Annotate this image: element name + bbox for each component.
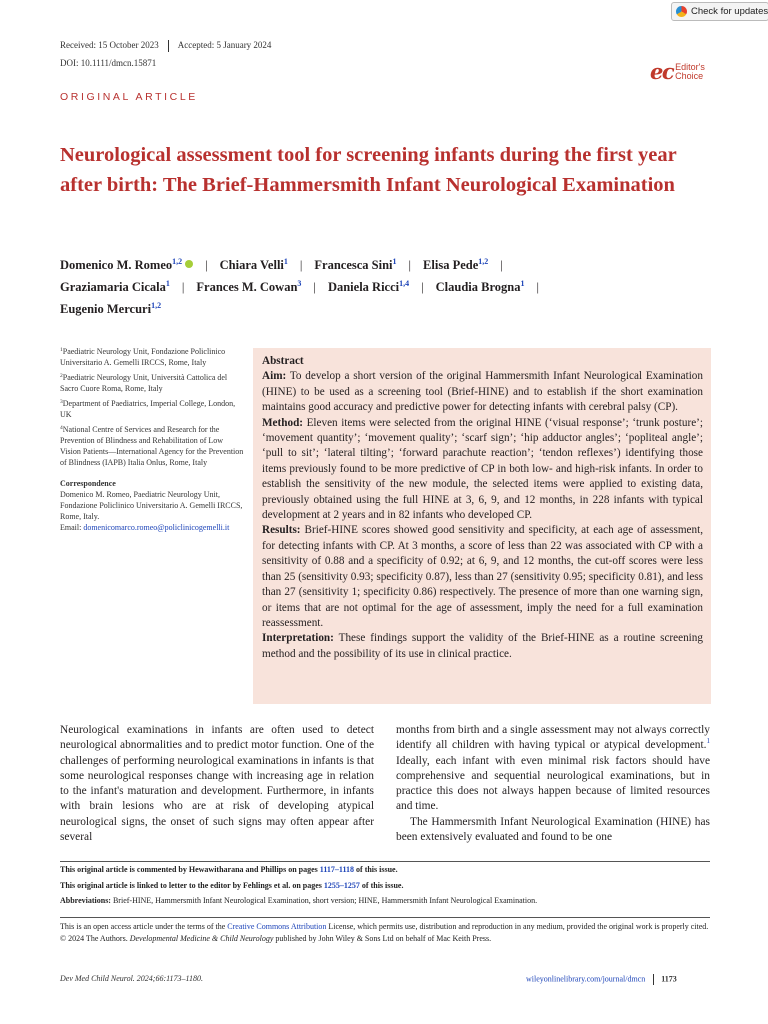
reference-link[interactable]: 1 xyxy=(706,737,710,746)
body-column-right xyxy=(396,723,710,845)
crossmark-icon xyxy=(676,6,687,17)
editors-choice-logo xyxy=(650,59,705,84)
body-column-left xyxy=(60,723,374,845)
abstract-aim: Aim: To develop a short version of the original Hammersmith Infant Neurological Examination (HINE) to be used as a screening tool (Brief-HINE) and to establish if the short examination maintains good accuracy and predictive power for detecting infants with cerebral palsy (CP). xyxy=(262,370,703,414)
license-link[interactable]: Creative Commons Attribution xyxy=(227,922,327,931)
journal-url-link[interactable]: wileyonlinelibrary.com/journal/dmcn xyxy=(526,974,646,984)
email-link[interactable]: domenicomarco.romeo@policlinicogemelli.it xyxy=(83,523,230,532)
author[interactable]: Domenico M. Romeo$^{1,2}$ xyxy=(60,257,183,272)
divider xyxy=(653,974,654,985)
author[interactable]: Frances M. Cowan$^3$ xyxy=(196,279,302,294)
comment-note: This original article is commented by Hewawitharana and Phillips on pages 1117–1118 of this issue. xyxy=(60,865,398,874)
check-for-updates-label: Check for updates xyxy=(691,6,768,17)
author[interactable]: Daniela Ricci$^{1,4}$ xyxy=(327,279,410,294)
letter-note: This original article is linked to letter to the editor by Fehlings et al. on pages 1255–1257 of this issue. xyxy=(60,881,404,890)
author[interactable]: Eugenio Mercuri$^{1,2}$ xyxy=(60,301,162,316)
abstract-interpretation: Interpretation: These findings support the validity of the Brief-HINE as a routine screening method and the possibility of its use in clinical practice. xyxy=(262,632,703,660)
citation: Dev Med Child Neurol. 2024;66:1173–1180. xyxy=(60,974,203,983)
divider xyxy=(168,40,169,52)
body-paragraph: months from birth and a single assessment may not always correctly identify all children with having typical or atypical development.$^1$ Ideally, each infant with even minimal risk factors should have comprehensive and sequential neurological examinations, but in practice this does not always happen because of limited resources and time. xyxy=(396,724,710,813)
abstract-box xyxy=(253,348,711,704)
affiliation: $^4$National Centre of Services and Research for the Prevention of Blindness and Rehabilitation of Low Vision Patients—International Agency for the Prevention of Blindness (IAPB) Italia Onlus, Rome, Italy xyxy=(60,425,244,467)
author[interactable]: Graziamaria Cicala$^1$ xyxy=(60,279,170,294)
author-list: Domenico M. Romeo$^{1,2}$ | Chiara Velli$^1$ | Francesca Sini$^1$ | Elisa Pede$^{1,2}$ | Graziamaria Cicala$^1$ | Frances M. Cowan$^3$ | Daniela Ricci$^{1,4}$ | Claudia Brogna$^1$ | Eugenio Mercuri$^{1,2}$ xyxy=(60,257,540,316)
affiliations xyxy=(60,346,245,537)
footer-links xyxy=(526,974,677,985)
article-title: Neurological assessment tool for screening infants during the first year after birth: The Brief-Hammersmith Infant Neurological Examination xyxy=(60,144,677,196)
doi: DOI: 10.1111/dmcn.15871 xyxy=(60,58,157,68)
author[interactable]: Claudia Brogna$^1$ xyxy=(435,279,525,294)
abstract-heading: Abstract xyxy=(262,355,304,367)
divider xyxy=(60,917,710,918)
affiliation: $^1$Paediatric Neurology Unit, Fondazione Policlinico Universitario A. Gemelli IRCCS, Rome, Italy xyxy=(60,347,226,367)
license-note: This is an open access article under the terms of the Creative Commons Attribution License, which permits use, distribution and reproduction in any medium, provided the original work is properly cited. © 2024 The Authors. Developmental Medicine & Child Neurology published by John Wiley & Sons Ltd on behalf of Mac Keith Press. xyxy=(60,922,709,943)
article-dates xyxy=(60,40,271,52)
abstract-results: Results: Brief-HINE scores showed good sensitivity and specificity, at each age of assessment, for detecting infants with CP. At 3 months, a score of less than 22 was associated with CP with a sensitivity of 0.88 and a specificity of 0.92; at 6, 9, and 12 months, the cut-off scores were less than 25 (sensitivity 0.93; specificity 0.87), less than 27 (sensitivity 0.95; specificity 0.81), and less than 27 (sensitivity 1; specificity 0.86) respectively. The presence of more than one warning sign, or items that are not optimal for the age of assessment, imply the need for a full examination reassessment. xyxy=(262,524,703,629)
page-number: 1173 xyxy=(661,974,677,984)
accepted-date: Accepted: 5 January 2024 xyxy=(177,40,272,51)
check-for-updates-button[interactable] xyxy=(671,2,768,21)
author[interactable]: Elisa Pede$^{1,2}$ xyxy=(423,257,489,272)
body-paragraph: Neurological examinations in infants are often used to detect neurological abnormalities and to predict motor function. One of the challenges of performing neurological examinations in infants is that some neurological responses change with increasing age in relation to the infant's maturation and development. Furthermore, in infants with brain lesions who are at risk of developing atypical neurological signs, the onset of such signs may often appear after several xyxy=(60,724,374,844)
letter-pages-link[interactable]: 1255–1257 xyxy=(323,881,360,890)
correspondence-heading: Correspondence xyxy=(60,479,116,488)
orcid-icon[interactable] xyxy=(185,260,193,268)
body-paragraph: The Hammersmith Infant Neurological Examination (HINE) has been extensively evaluated and found to be one xyxy=(396,815,710,844)
article-type: ORIGINAL ARTICLE xyxy=(60,91,198,103)
editors-choice-mark: ec xyxy=(650,59,674,84)
affiliation: $^2$Paediatric Neurology Unit, Università Cattolica del Sacro Cuore Roma, Rome, Italy xyxy=(60,373,228,393)
correspondence-text: Domenico M. Romeo, Paediatric Neurology Unit, Fondazione Policlinico Universitario A. Gemelli IRCCS, Rome, Italy. Email: domenicomarco.romeo@policlinicogemelli.it xyxy=(60,490,243,532)
affiliation: $^3$Department of Paediatrics, Imperial College, London, UK xyxy=(60,399,236,419)
author[interactable]: Chiara Velli$^1$ xyxy=(219,257,288,272)
divider xyxy=(60,861,710,862)
abstract-method: Method: Eleven items were selected from the original HINE (‘visual response’; ‘trunk posture’; ‘movement quantity’; ‘movement quality’; ‘scarf sign’; ‘hip adductor angles’; ‘popliteal angle’; ‘pull to sit’; ‘lateral tilting’; ‘forward parachute reaction’; ‘tendon reflexes’) identifying those items previously found to be more predictive of CP in both low- and high-risk infants. In order to establish the sensitivity of the new module, the selected items were applied to existing data, previously obtained using the full HINE at 3, 6, 9, and 12 months, in 228 infants with typical development at 2 years and in 82 infants who developed CP. xyxy=(262,416,703,522)
received-date: Received: 15 October 2023 xyxy=(60,40,159,51)
author[interactable]: Francesca Sini$^1$ xyxy=(314,257,397,272)
editors-choice-text: Editor's Choice xyxy=(675,62,705,81)
comment-pages-link[interactable]: 1117–1118 xyxy=(319,865,355,874)
abbreviations-note: Abbreviations: Brief-HINE, Hammersmith Infant Neurological Examination, short version; HINE, Hammersmith Infant Neurological Examination. xyxy=(60,896,538,905)
